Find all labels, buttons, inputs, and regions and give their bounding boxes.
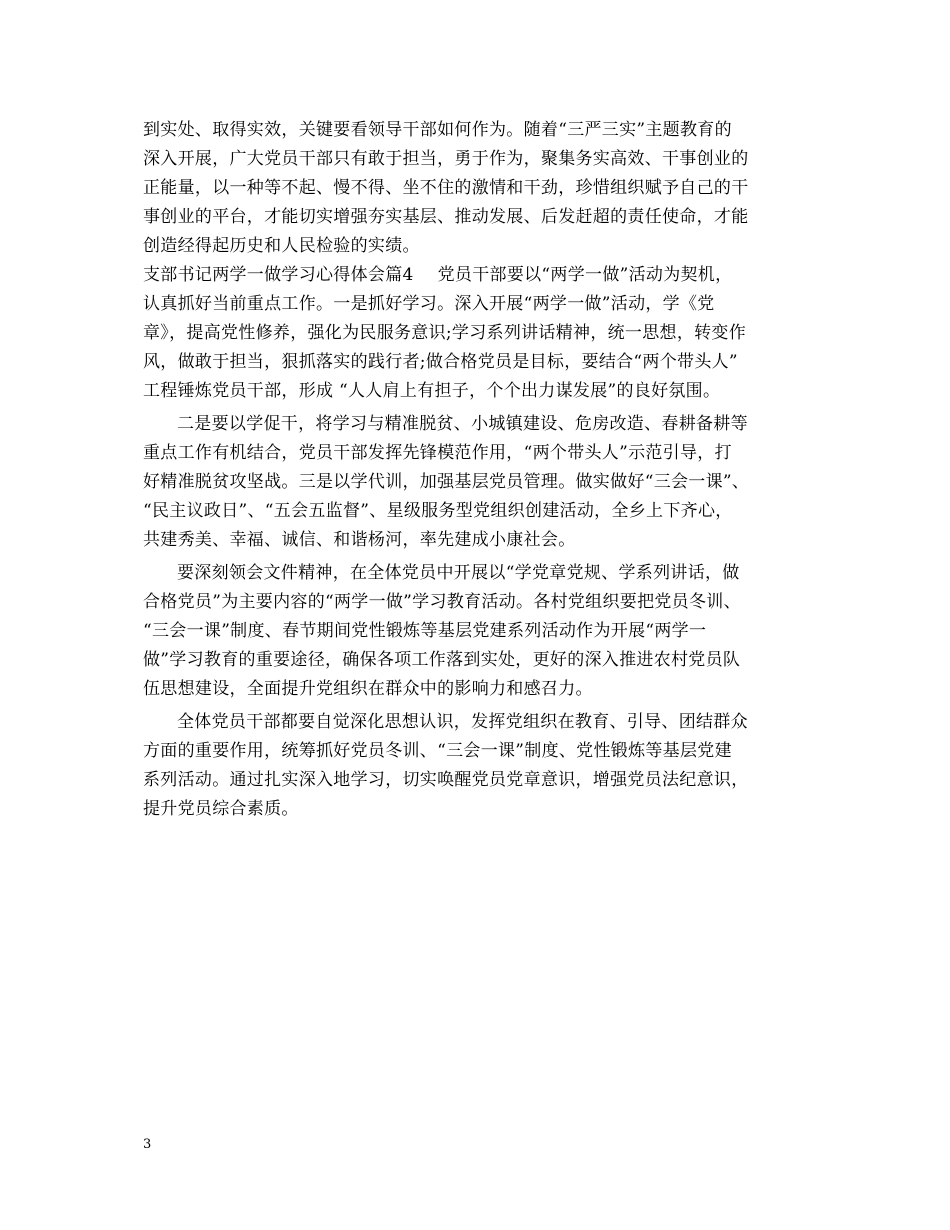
page-number: 3: [143, 1137, 152, 1152]
section-heading-continuation: 党员干部要以“两学一做”活动为契机，: [437, 265, 733, 285]
text-line: 风，做敢于担当，狠抓落实的践行者;做合格党员是目标，要结合“两个带头人”: [143, 352, 738, 372]
text-line: 二是要以学促干，将学习与精准脱贫、小城镇建设、危房改造、春耕备耕等: [177, 414, 748, 434]
text-line: 合格党员”为主要内容的“两学一做”学习教育活动。各村党组织要把党员冬训、: [143, 592, 741, 612]
text-line: 共建秀美、幸福、诚信、和谐杨河，率先建成小康社会。: [143, 530, 576, 550]
text-line: “民主议政日”、“五会五监督”、星级服务型党组织创建活动，全乡上下齐心，: [143, 501, 733, 521]
text-line: 做”学习教育的重要途径，确保各项工作落到实处，更好的深入推进农村党员队: [143, 650, 741, 670]
text-line: 提升党员综合素质。: [143, 799, 299, 819]
paragraph-4: [143, 708, 813, 824]
text-line: 全体党员干部都要自觉深化思想认识，发挥党组织在教育、引导、团结群众: [177, 712, 748, 732]
section-heading-line: [143, 261, 813, 290]
text-line: 章》，提高党性修养，强化为民服务意识;学习系列讲话精神，统一思想，转变作: [143, 323, 747, 343]
paragraph-3: [143, 559, 813, 704]
document-body: [143, 116, 813, 824]
text-line: 好精准脱贫攻坚战。三是以学代训，加强基层党员管理。做实做好“三会一课”、: [143, 472, 750, 492]
text-line: 深入开展，广大党员干部只有敢于担当，勇于作为，聚集务实高效、干事创业的: [143, 149, 749, 169]
text-line: 到实处、取得实效，关键要看领导干部如何作为。随着“三严三实”主题教育的: [143, 120, 732, 140]
text-line: 正能量，以一种等不起、慢不得、坐不住的激情和干劲，珍惜组织赋予自己的干: [143, 178, 749, 198]
text-line: 事创业的平台，才能切实增强夯实基层、推动发展、后发赶超的责任使命，才能: [143, 207, 749, 227]
text-line: 工程锤炼党员干部，形成 “人人肩上有担子，个个出力谋发展”的良好氛围。: [143, 381, 721, 401]
text-line: 重点工作有机结合，党员干部发挥先锋模范作用，“两个带头人”示范引导，打: [143, 443, 732, 463]
paragraph-2: [143, 410, 813, 555]
text-line: 要深刻领会文件精神，在全体党员中开展以“学党章党规、学系列讲话，做: [177, 563, 740, 583]
text-line: 系列活动。通过扎实深入地学习，切实唤醒党员党章意识，增强党员法纪意识，: [143, 770, 749, 790]
text-line: 创造经得起历史和人民检验的实绩。: [143, 236, 420, 256]
paragraph-1: [143, 116, 813, 261]
text-line: 方面的重要作用，统筹抓好党员冬训、“三会一课”制度、党性锻炼等基层党建: [143, 741, 732, 761]
text-line: 伍思想建设，全面提升党组织在群众中的影响力和感召力。: [143, 679, 593, 699]
section-paragraph: [143, 261, 813, 406]
section-heading: 支部书记两学一做学习心得体会篇4: [143, 265, 414, 285]
text-line: 认真抓好当前重点工作。一是抓好学习。深入开展“两学一做”活动，学《党: [143, 294, 715, 314]
text-line: “三会一课”制度、春节期间党性锻炼等基层党建系列活动作为开展“两学一: [143, 621, 707, 641]
